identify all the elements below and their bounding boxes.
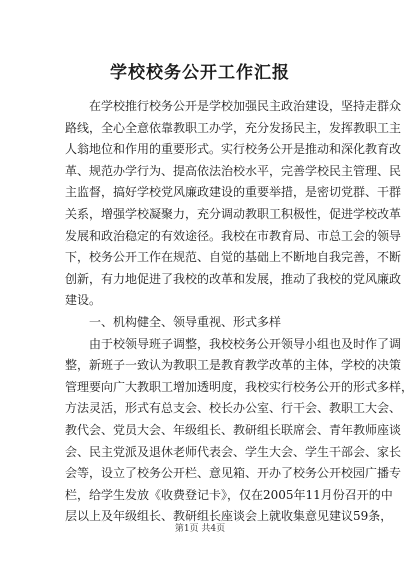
paragraph-line: 层以上及年级组长、教研组长座谈会上就收集意见建议59条， <box>65 509 393 524</box>
paragraph-line: 会等，设立了校务公开栏、意见箱、开办了校务公开校园广播专 <box>65 466 402 481</box>
page-title: 学校校务公开工作汇报 <box>110 63 290 83</box>
section-heading: 一、机构健全、领导重视、形式多样 <box>89 314 282 329</box>
paragraph-line: 主监督，搞好学校党风廉政建设的重要举措，是密切党群、干群 <box>65 185 402 200</box>
paragraph-line: 在学校推行校务公开是学校加强民主政治建设，坚持走群众 <box>89 99 402 113</box>
body-text <box>65 96 413 528</box>
paragraph-line: 发展和政治稳定的有效途径。我校在市教育局、市总工会的领导 <box>65 228 402 243</box>
paragraph-line: 由于校领导班子调整，我校校务公开领导小组也及时作了调 <box>89 336 402 351</box>
paragraph-line: 创新，有力地促进了我校的改革和发展，推动了我校的党风廉政 <box>65 271 402 286</box>
paragraph-line: 路线，全心全意依靠教职工办学，充分发扬民主，发挥教职工主 <box>65 120 402 135</box>
paragraph-line: 教代会、党员大会、年级组长、教研组长联席会、青年教师座谈 <box>65 422 402 437</box>
paragraph-line: 方法灵活，形式有总支会、校长办公室、行干会、教职工大会、 <box>65 401 402 416</box>
paragraph-line: 关系，增强学校凝聚力，充分调动教职工积极性，促进学校改革 <box>65 206 402 221</box>
paragraph-line: 会、民主党派及退休老师代表会、学生大会、学生干部会、家长 <box>65 444 402 459</box>
paragraph-line: 下，校务公开工作在规范、自觉的基础上不断地自我完善，不断 <box>65 250 402 265</box>
paragraph-line: 革、规范办学行为、提高依法治校水平，完善学校民主管理、民 <box>65 163 402 178</box>
paragraph-line: 建设。 <box>65 293 102 308</box>
paragraph-line: 整，新班子一致认为教职工是教育教学改革的主体，学校的决策 <box>65 358 402 373</box>
paragraph-line: 栏，给学生发放《收费登记卡》，仅在2005年11月份召开的中 <box>65 487 393 502</box>
page-number: 第1页 共4页 <box>174 524 226 534</box>
paragraph-line: 管理要向广大教职工增加透明度，我校实行校务公开的形式多样， <box>65 379 413 394</box>
paragraph-line: 人翁地位和作用的重要形式。实行校务公开是推动和深化教育改 <box>65 142 402 157</box>
